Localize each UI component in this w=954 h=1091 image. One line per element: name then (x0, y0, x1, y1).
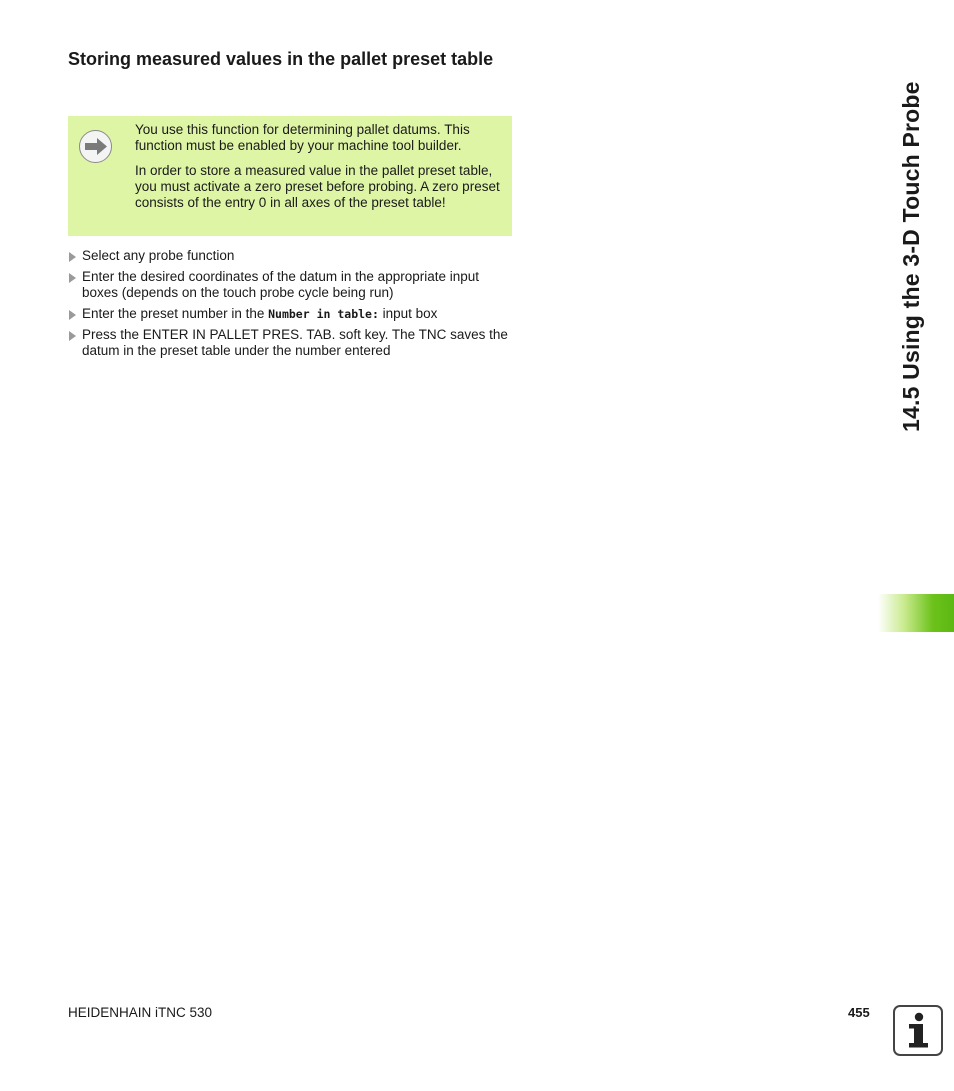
step-text-after: input box (378, 306, 438, 321)
page-number: 455 (848, 1005, 870, 1020)
note-paragraph-1: You use this function for determining pallet datums. This function must be enabled by your machine tool builder. (135, 122, 470, 153)
bullet-triangle-icon (69, 331, 76, 341)
step-list (68, 248, 514, 364)
step-text: Select any probe function (82, 248, 235, 263)
chapter-side-title: 14.5 Using the 3-D Touch Probe (898, 81, 924, 432)
input-box-name: Number in table: (268, 307, 379, 321)
arrow-right-icon (79, 130, 112, 163)
bullet-triangle-icon (69, 310, 76, 320)
list-item (68, 306, 514, 322)
list-item (68, 269, 514, 301)
note-text (135, 122, 505, 220)
list-item (68, 248, 514, 264)
info-icon (893, 1005, 943, 1056)
footer-product: HEIDENHAIN iTNC 530 (68, 1005, 213, 1020)
note-paragraph-2: In order to store a measured value in the pallet preset table, you must activate a zero preset before probing. A zero preset consists of the entry 0 in all axes of the preset table! (135, 163, 500, 210)
step-text: Press the ENTER IN PALLET PRES. TAB. soft key. The TNC saves the datum in the preset table under the number entered (82, 327, 508, 358)
section-title: Storing measured values in the pallet preset table (68, 49, 494, 69)
list-item (68, 327, 514, 359)
step-text-before: Enter the preset number in the (82, 306, 269, 321)
bullet-triangle-icon (69, 252, 76, 262)
step-text: Enter the desired coordinates of the datum in the appropriate input boxes (depends on the touch probe cycle being run) (82, 269, 480, 300)
bullet-triangle-icon (69, 273, 76, 283)
chapter-tab-marker (878, 594, 954, 632)
note-box (68, 116, 512, 236)
